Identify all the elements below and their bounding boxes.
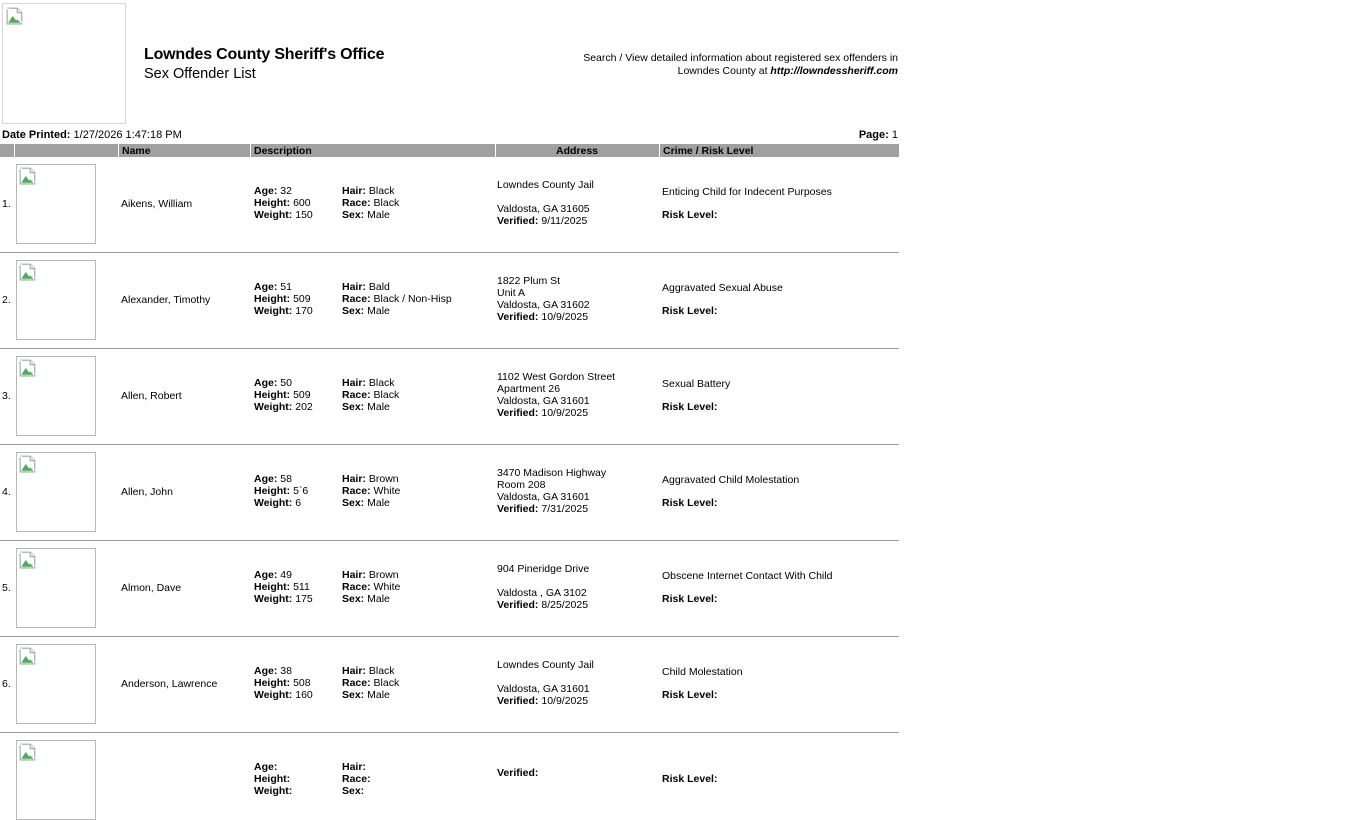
race-value: Black — [373, 389, 400, 401]
risk-level-label: Risk Level: — [662, 689, 718, 701]
offender-name: Almon, Dave — [121, 582, 182, 594]
description-physical-left — [254, 377, 313, 413]
address-line2: Unit A — [497, 287, 526, 299]
sex-field — [342, 785, 371, 797]
sex-value: Male — [367, 209, 390, 221]
verified-label: Verified: — [497, 599, 539, 611]
weight-value: 175 — [295, 593, 313, 605]
table-row[interactable] — [0, 445, 899, 541]
race-label: Race: — [342, 389, 371, 401]
age-value: 58 — [280, 473, 292, 485]
verified-label: Verified: — [497, 503, 539, 515]
offender-address — [497, 755, 655, 779]
description-physical-right — [342, 185, 399, 221]
crime-name: Aggravated Child Molestation — [662, 474, 800, 486]
address-line1: 904 Pineridge Drive — [497, 563, 590, 575]
table-row-partial[interactable] — [0, 733, 899, 797]
weight-value: 150 — [295, 209, 313, 221]
height-field — [254, 389, 313, 401]
height-label: Height: — [254, 581, 291, 593]
agency-logo-placeholder — [2, 3, 126, 124]
race-field — [342, 293, 452, 305]
offender-photo[interactable] — [16, 356, 96, 436]
age-label: Age: — [254, 665, 278, 677]
offender-crime — [662, 474, 897, 509]
sex-label: Sex: — [342, 593, 365, 605]
page-number-label: Page: — [858, 129, 889, 141]
broken-image-icon — [19, 263, 37, 281]
hair-label: Hair: — [342, 377, 366, 389]
description-physical-right — [342, 473, 400, 509]
crime-name: Sexual Battery — [662, 378, 731, 390]
table-header-row — [0, 143, 899, 157]
race-value: Black — [373, 677, 400, 689]
sex-field — [342, 689, 399, 701]
table-row[interactable] — [0, 637, 899, 733]
table-body — [0, 157, 899, 797]
weight-label: Weight: — [254, 401, 293, 413]
sex-label: Sex: — [342, 689, 365, 701]
column-separator — [250, 144, 251, 157]
crime-name: Obscene Internet Contact With Child — [662, 570, 833, 582]
verified-value: 10/9/2025 — [541, 407, 589, 419]
race-field — [342, 581, 400, 593]
weight-label: Weight: — [254, 305, 293, 317]
description-physical-left — [254, 281, 313, 317]
broken-image-icon — [19, 551, 37, 569]
column-separator — [659, 144, 660, 157]
hair-field — [342, 761, 371, 773]
offender-crime — [662, 570, 897, 605]
verified-field — [497, 503, 655, 515]
age-label: Age: — [254, 377, 278, 389]
verified-value: 8/25/2025 — [541, 599, 589, 611]
verified-field — [497, 311, 655, 323]
weight-field — [254, 497, 308, 509]
weight-field — [254, 401, 313, 413]
offender-photo[interactable] — [16, 644, 96, 724]
hair-field — [342, 473, 400, 485]
row-index: 3. — [2, 390, 11, 402]
description-physical-right — [342, 569, 400, 605]
offender-name: Alexander, Timothy — [121, 294, 211, 306]
sex-value: Male — [367, 305, 390, 317]
risk-level-label: Risk Level: — [662, 305, 718, 317]
date-printed-value: 1/27/2026 1:47:18 PM — [73, 129, 182, 141]
race-value: White — [373, 485, 401, 497]
sheriff-website-link[interactable]: http://lowndessheriff.com — [770, 64, 898, 77]
offender-crime — [662, 666, 897, 701]
height-value: 511 — [293, 581, 310, 593]
address-line1: 3470 Madison Highway — [497, 467, 607, 479]
age-value: 32 — [280, 185, 292, 197]
height-label: Height: — [254, 485, 291, 497]
description-physical-left — [254, 569, 313, 605]
age-label: Age: — [254, 569, 278, 581]
height-field — [254, 773, 292, 785]
row-index: 2. — [2, 294, 11, 306]
height-value: 508 — [293, 677, 311, 689]
race-field — [342, 485, 400, 497]
crime-name: Enticing Child for Indecent Purposes — [662, 186, 832, 198]
height-field — [254, 677, 313, 689]
age-field — [254, 665, 313, 677]
weight-label: Weight: — [254, 209, 293, 221]
height-field — [254, 293, 313, 305]
offender-address — [497, 467, 655, 515]
broken-image-icon — [19, 743, 37, 761]
age-label: Age: — [254, 281, 278, 293]
description-physical-right — [342, 281, 452, 317]
crime-name: Child Molestation — [662, 666, 743, 678]
row-index: 4. — [2, 486, 11, 498]
sex-label: Sex: — [342, 305, 365, 317]
age-value: 50 — [280, 377, 292, 389]
column-header-description: Description — [254, 145, 312, 157]
row-index: 1. — [2, 198, 11, 210]
verified-field — [497, 695, 655, 707]
address-city: Valdosta, GA 31602 — [497, 299, 590, 311]
height-value: 509 — [293, 293, 311, 305]
description-physical-right — [342, 377, 399, 413]
address-line2 — [497, 191, 655, 203]
search-note-line2-prefix: Lowndes County at — [677, 64, 771, 77]
risk-level-label: Risk Level: — [662, 209, 718, 221]
weight-label: Weight: — [254, 497, 293, 509]
address-line1: Lowndes County Jail — [497, 179, 594, 191]
sex-field — [342, 497, 400, 509]
address-line2 — [497, 671, 655, 683]
sex-label: Sex: — [342, 785, 365, 797]
age-label: Age: — [254, 473, 278, 485]
offender-address — [497, 563, 655, 611]
hair-field — [342, 377, 399, 389]
race-label: Race: — [342, 485, 371, 497]
weight-value: 170 — [295, 305, 313, 317]
age-label: Age: — [254, 185, 278, 197]
table-row[interactable] — [0, 253, 899, 349]
broken-image-icon — [19, 359, 37, 377]
height-field — [254, 197, 313, 209]
offender-crime — [662, 186, 897, 221]
broken-image-icon — [19, 167, 37, 185]
age-value: 51 — [280, 281, 292, 293]
address-line2 — [497, 755, 655, 767]
height-value: 600 — [293, 197, 311, 209]
hair-field — [342, 281, 452, 293]
broken-image-icon — [19, 455, 37, 473]
height-field — [254, 581, 313, 593]
broken-image-icon — [19, 647, 37, 665]
race-label: Race: — [342, 293, 371, 305]
hair-value: Brown — [368, 473, 399, 485]
race-value: Black / Non-Hisp — [373, 293, 452, 305]
race-field — [342, 773, 371, 785]
weight-label: Weight: — [254, 593, 293, 605]
weight-field — [254, 593, 313, 605]
table-row[interactable] — [0, 157, 899, 253]
hair-label: Hair: — [342, 569, 366, 581]
race-field — [342, 677, 399, 689]
date-printed — [2, 129, 182, 141]
age-label: Age: — [254, 761, 278, 773]
verified-label: Verified: — [497, 695, 539, 707]
hair-value: Black — [368, 377, 395, 389]
address-line2 — [497, 575, 655, 587]
search-note-line1: Search / View detailed information about registered sex offenders in — [583, 52, 898, 64]
sex-label: Sex: — [342, 401, 365, 413]
sex-field — [342, 401, 399, 413]
offender-photo[interactable] — [16, 164, 96, 244]
address-line1: 1822 Plum St — [497, 275, 561, 287]
age-value: 49 — [280, 569, 292, 581]
offender-photo[interactable] — [16, 548, 96, 628]
verified-value: 10/9/2025 — [541, 695, 589, 707]
date-printed-label: Date Printed: — [2, 129, 71, 141]
age-field — [254, 761, 292, 773]
weight-value: 160 — [295, 689, 313, 701]
sex-value: Male — [367, 497, 390, 509]
race-label: Race: — [342, 677, 371, 689]
height-field — [254, 485, 308, 497]
address-city: Valdosta, GA 31605 — [497, 203, 590, 215]
column-header-crime: Crime / Risk Level — [663, 145, 754, 157]
age-field — [254, 377, 313, 389]
weight-value: 202 — [295, 401, 313, 413]
page-title: Lowndes County Sheriff's Office — [144, 46, 385, 63]
search-note — [548, 52, 898, 77]
weight-field — [254, 305, 313, 317]
offender-table — [0, 143, 899, 797]
crime-name: Aggravated Sexual Abuse — [662, 282, 783, 294]
weight-field — [254, 785, 292, 797]
description-physical-left — [254, 473, 308, 509]
hair-label: Hair: — [342, 665, 366, 677]
address-city: Valdosta, GA 31601 — [497, 683, 590, 695]
race-field — [342, 389, 399, 401]
verified-value: 10/9/2025 — [541, 311, 589, 323]
hair-label: Hair: — [342, 473, 366, 485]
report-header — [0, 0, 1366, 128]
verified-value: 9/11/2025 — [541, 215, 588, 227]
address-city: Valdosta, GA 31601 — [497, 491, 590, 503]
offender-name: Allen, John — [121, 486, 173, 498]
sex-label: Sex: — [342, 497, 365, 509]
sex-field — [342, 593, 400, 605]
broken-image-icon — [6, 7, 24, 25]
race-field — [342, 197, 399, 209]
offender-crime — [662, 378, 897, 413]
offender-crime — [662, 282, 897, 317]
address-line2: Apartment 26 — [497, 383, 561, 395]
offender-photo[interactable] — [16, 260, 96, 340]
verified-field — [497, 599, 655, 611]
offender-address — [497, 371, 655, 419]
column-header-name: Name — [122, 145, 151, 157]
row-index: 6. — [2, 678, 11, 690]
table-row[interactable] — [0, 349, 899, 445]
sex-value: Male — [367, 401, 390, 413]
verified-field — [497, 767, 655, 779]
sex-field — [342, 209, 399, 221]
height-value: 5`6 — [293, 485, 309, 497]
hair-label: Hair: — [342, 185, 366, 197]
offender-photo[interactable] — [16, 740, 96, 820]
height-label: Height: — [254, 197, 291, 209]
height-value: 509 — [293, 389, 311, 401]
verified-label: Verified: — [497, 215, 539, 227]
sex-value: Male — [367, 593, 390, 605]
risk-level-label: Risk Level: — [662, 497, 718, 509]
race-label: Race: — [342, 773, 371, 785]
address-city: Valdosta , GA 3102 — [497, 587, 587, 599]
verified-label: Verified: — [497, 311, 539, 323]
table-row[interactable] — [0, 541, 899, 637]
race-value: White — [373, 581, 401, 593]
weight-value: 6 — [295, 497, 302, 509]
column-header-address: Address — [556, 145, 599, 157]
hair-value: Black — [368, 185, 395, 197]
sex-value: Male — [367, 689, 390, 701]
age-field — [254, 185, 313, 197]
address-city: Valdosta, GA 31601 — [497, 395, 590, 407]
column-separator — [14, 144, 15, 157]
offender-name: Allen, Robert — [121, 390, 182, 402]
offender-crime — [662, 762, 897, 785]
sex-field — [342, 305, 452, 317]
risk-level-label: Risk Level: — [662, 401, 718, 413]
weight-field — [254, 689, 313, 701]
hair-label: Hair: — [342, 761, 366, 773]
height-label: Height: — [254, 773, 291, 785]
age-field — [254, 569, 313, 581]
risk-level-field — [662, 773, 897, 785]
age-value: 38 — [280, 665, 292, 677]
risk-level-field — [662, 209, 897, 221]
height-label: Height: — [254, 293, 291, 305]
risk-level-field — [662, 689, 897, 701]
hair-field — [342, 569, 400, 581]
risk-level-field — [662, 497, 897, 509]
offender-address — [497, 179, 655, 227]
hair-label: Hair: — [342, 281, 366, 293]
hair-value: Black — [368, 665, 395, 677]
report-meta-line — [0, 129, 899, 143]
address-line2: Room 208 — [497, 479, 546, 491]
risk-level-field — [662, 401, 897, 413]
risk-level-field — [662, 305, 897, 317]
height-label: Height: — [254, 389, 291, 401]
report-subtitle: Sex Offender List — [144, 66, 256, 82]
column-separator — [118, 144, 119, 157]
hair-field — [342, 185, 399, 197]
verified-label: Verified: — [497, 767, 539, 779]
hair-value: Brown — [368, 569, 399, 581]
weight-field — [254, 209, 313, 221]
description-physical-left — [254, 761, 292, 797]
verified-label: Verified: — [497, 407, 539, 419]
description-physical-right — [342, 665, 399, 701]
race-label: Race: — [342, 197, 371, 209]
risk-level-label: Risk Level: — [662, 593, 718, 605]
page-number — [859, 129, 898, 141]
race-value: Black — [373, 197, 400, 209]
race-label: Race: — [342, 581, 371, 593]
description-physical-right — [342, 761, 371, 797]
column-separator — [495, 144, 496, 157]
sex-label: Sex: — [342, 209, 365, 221]
height-label: Height: — [254, 677, 291, 689]
risk-level-label: Risk Level: — [662, 773, 718, 785]
weight-label: Weight: — [254, 689, 293, 701]
row-index: 5. — [2, 582, 11, 594]
offender-photo[interactable] — [16, 452, 96, 532]
age-field — [254, 281, 313, 293]
verified-field — [497, 407, 655, 419]
offender-name: Anderson, Lawrence — [121, 678, 218, 690]
weight-label: Weight: — [254, 785, 293, 797]
verified-value: 7/31/2025 — [541, 503, 589, 515]
offender-name: Aikens, William — [121, 198, 193, 210]
page-number-value: 1 — [891, 129, 898, 141]
verified-field — [497, 215, 655, 227]
risk-level-field — [662, 593, 897, 605]
description-physical-left — [254, 665, 313, 701]
hair-field — [342, 665, 399, 677]
description-physical-left — [254, 185, 313, 221]
report-title-block — [144, 45, 384, 84]
offender-address — [497, 275, 655, 323]
offender-address — [497, 659, 655, 707]
address-line1: 1102 West Gordon Street — [497, 371, 616, 383]
address-line1: Lowndes County Jail — [497, 659, 594, 671]
hair-value: Bald — [368, 281, 390, 293]
age-field — [254, 473, 308, 485]
